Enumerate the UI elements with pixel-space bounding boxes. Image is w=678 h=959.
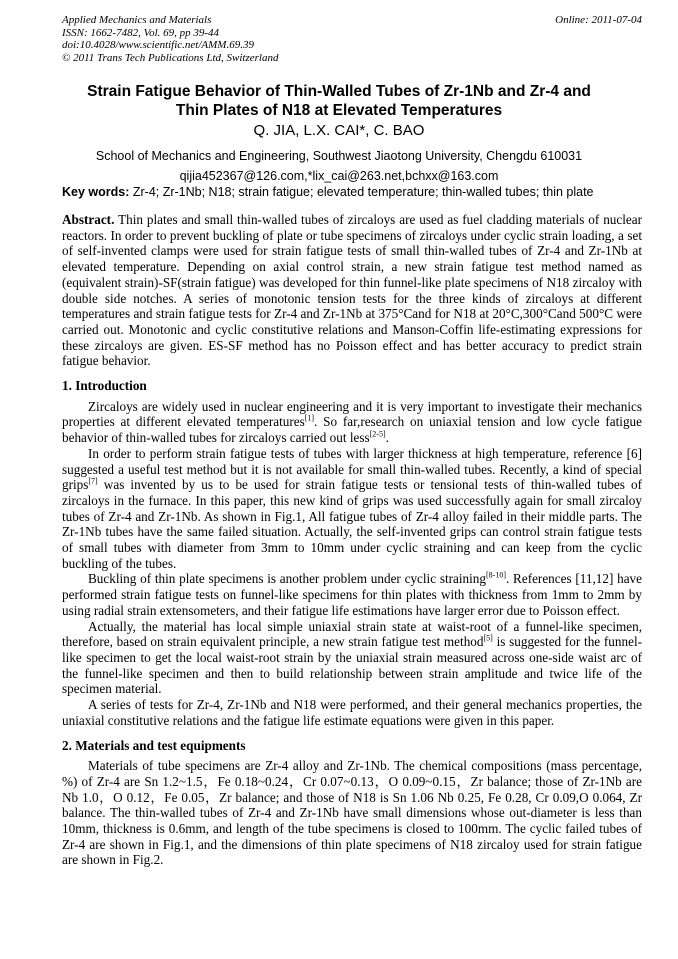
paragraph: A series of tests for Zr-4, Zr-1Nb and N18 were performed, and their general mechanics properties, the uniaxial constitutive relations and the fatigue life estimate equations were given in this paper. [62, 697, 642, 728]
online-date: Online: 2011-07-04 [555, 14, 642, 26]
section-heading: 1. Introduction [62, 378, 147, 394]
affiliation-block [0, 146, 678, 186]
text-run: was invented by us to be used for strain fatigue tests or tensional tests of thin-walled tubes of zircaloys in the furnace. In this paper, this new kind of grips was used successfully again for small zircaloy tubes of Zr-4 and Zr-1Nb. As shown in Fig.1, All fatigue tubes of Zr-4 alloy failed in their middle parts. The Zr-1Nb tubes have the same failed situation. Actually, the self-invented grips can control strain fatigue tests of small tubes with diameter from 3mm to 10mm under cyclic straining and can keep from the cyclic buckling of the tubes. [62, 477, 642, 571]
paragraph [62, 446, 642, 572]
text-run: . [385, 430, 389, 446]
paragraph [62, 619, 642, 698]
section-heading: 2. Materials and test equipments [62, 737, 246, 753]
text-run: Actually, the material has local simple uniaxial strain state at waist-root of a funnel-like specimen, therefore, based on strain equivalent principle, a new strain fatigue test method [62, 618, 642, 650]
text-run: Zircaloys are widely used in nuclear engineering and it is very important to investigate their mechanics properties at different elevated temperatures [62, 398, 642, 430]
issn: ISSN: 1662-7482, Vol. 69, pp 39-44 [62, 26, 220, 39]
authors: Q. JIA, L.X. CAI*, C. BAO [253, 122, 425, 139]
abstract [62, 212, 642, 369]
journal-header [62, 14, 278, 64]
citation: [8-10] [485, 571, 506, 581]
citation: [1] [304, 414, 315, 424]
title-line: Strain Fatigue Behavior of Thin-Walled Tubes of Zr-1Nb and Zr-4 and [87, 83, 591, 100]
citation: [5] [483, 633, 493, 643]
text-run: Buckling of thin plate specimens is another problem under cyclic straining [88, 571, 486, 587]
title-line: Thin Plates of N18 at Elevated Temperatures [175, 102, 503, 119]
copyright: © 2011 Trans Tech Publications Ltd, Switzerland [62, 51, 279, 64]
doi: doi:10.4028/www.scientific.net/AMM.69.39 [62, 39, 254, 51]
paper-title [0, 82, 678, 120]
paragraph: Materials of tube specimens are Zr-4 alloy and Zr-1Nb. The chemical compositions (mass percentage, %) of Zr-4 are Sn 1.2~1.5，Fe 0.18~0.24，Cr 0.07~0.13，O 0.09~0.15，Zr balance; those of Zr-1Nb are Nb 1.0，O 0.12，Fe 0.05，Zr balance; and those of N18 is Sn 1.06 Nb 0.25, Fe 0.28, Cr 0.09,O 0.064, Zr balance. The thin-walled tubes of Zr-4 and Zr-1Nb have small dimensions whose out-diameter is less than 10mm, thickness is 0.6mm, and length of the tube specimens is closed to 100mm. The cyclic failed tubes of Zr-4 are shown in Fig.1, and the dimensions of thin plate specimens of N18 zircaloy used for strain fatigue are shown in Fig.2. [62, 758, 642, 868]
citation: [7] [88, 476, 98, 486]
journal-name: Applied Mechanics and Materials [62, 14, 212, 26]
abstract-label: Abstract. [62, 212, 115, 227]
emails: qijia452367@126.com,*lix_cai@263.net,bchxx@163.com [179, 169, 499, 183]
keywords [62, 185, 594, 199]
text-run: . So far,research on uniaxial tension and low cycle fatigue behavior of thin-walled tubes for zircaloys carried out less [62, 414, 642, 446]
affiliation: School of Mechanics and Engineering, Southwest Jiaotong University, Chengdu 610031 [95, 149, 583, 163]
text-run: is suggested for the funnel-like specimen to get the local waist-root strain by the uniaxial strain measured across one-side waist arc of the funnel-like specimen and then to build relationship between strain amplitude and twice life of the specimen material. [62, 634, 643, 697]
paper-body [62, 212, 642, 868]
keywords-label: Key words: [62, 185, 130, 199]
citation: [2-5] [369, 429, 386, 439]
paragraph [62, 399, 642, 446]
abstract-text: Thin plates and small thin-walled tubes of zircaloys are used as fuel cladding materials of nuclear reactors. In order to prevent buckling of plate or tube specimens of zircaloys under cyclic strain loading, a set of self-invented clamps were used for strain fatigue tests of small thin-walled tubes of Zr-4 and Zr-1Nb at elevated temperature. Depending on axial control strain, a new strain fatigue test method named as (equivalent strain)-SF(strain fatigue) was developed for thin funnel-like plate specimens of N18 zircaloy with double side notches. A series of monotonic tension tests for the three kinds of zircaloys at different temperatures and strain fatigue tests for Zr-4 and Zr-1Nb at 375°Cand for N18 at 20°C,300°Cand 500°C were carried out. Monotonic and cyclic constitutive relations and Manson-Coffin life-estimating expressions for these zircaloys are given. ES-SF method has no Poisson effect and has better accuracy to predict strain fatigue behavior. [62, 212, 642, 369]
paragraph [62, 571, 642, 618]
text-run: In order to perform strain fatigue tests of tubes with larger thickness at high temperature, reference [6] suggested a useful test method but it is not available for small thin-walled tubes. Recently, a kind of special grips [62, 445, 642, 493]
keywords-text: Zr-4; Zr-1Nb; N18; strain fatigue; elevated temperature; thin-walled tubes; thin plate [129, 185, 594, 199]
text-run: . References [11,12] have performed strain fatigue tests on funnel-like specimens for thin plates with thickness from 1mm to 2mm by using radial strain extensometers, and their fatigue life estimations have larger error due to Poisson effect. [62, 571, 642, 618]
